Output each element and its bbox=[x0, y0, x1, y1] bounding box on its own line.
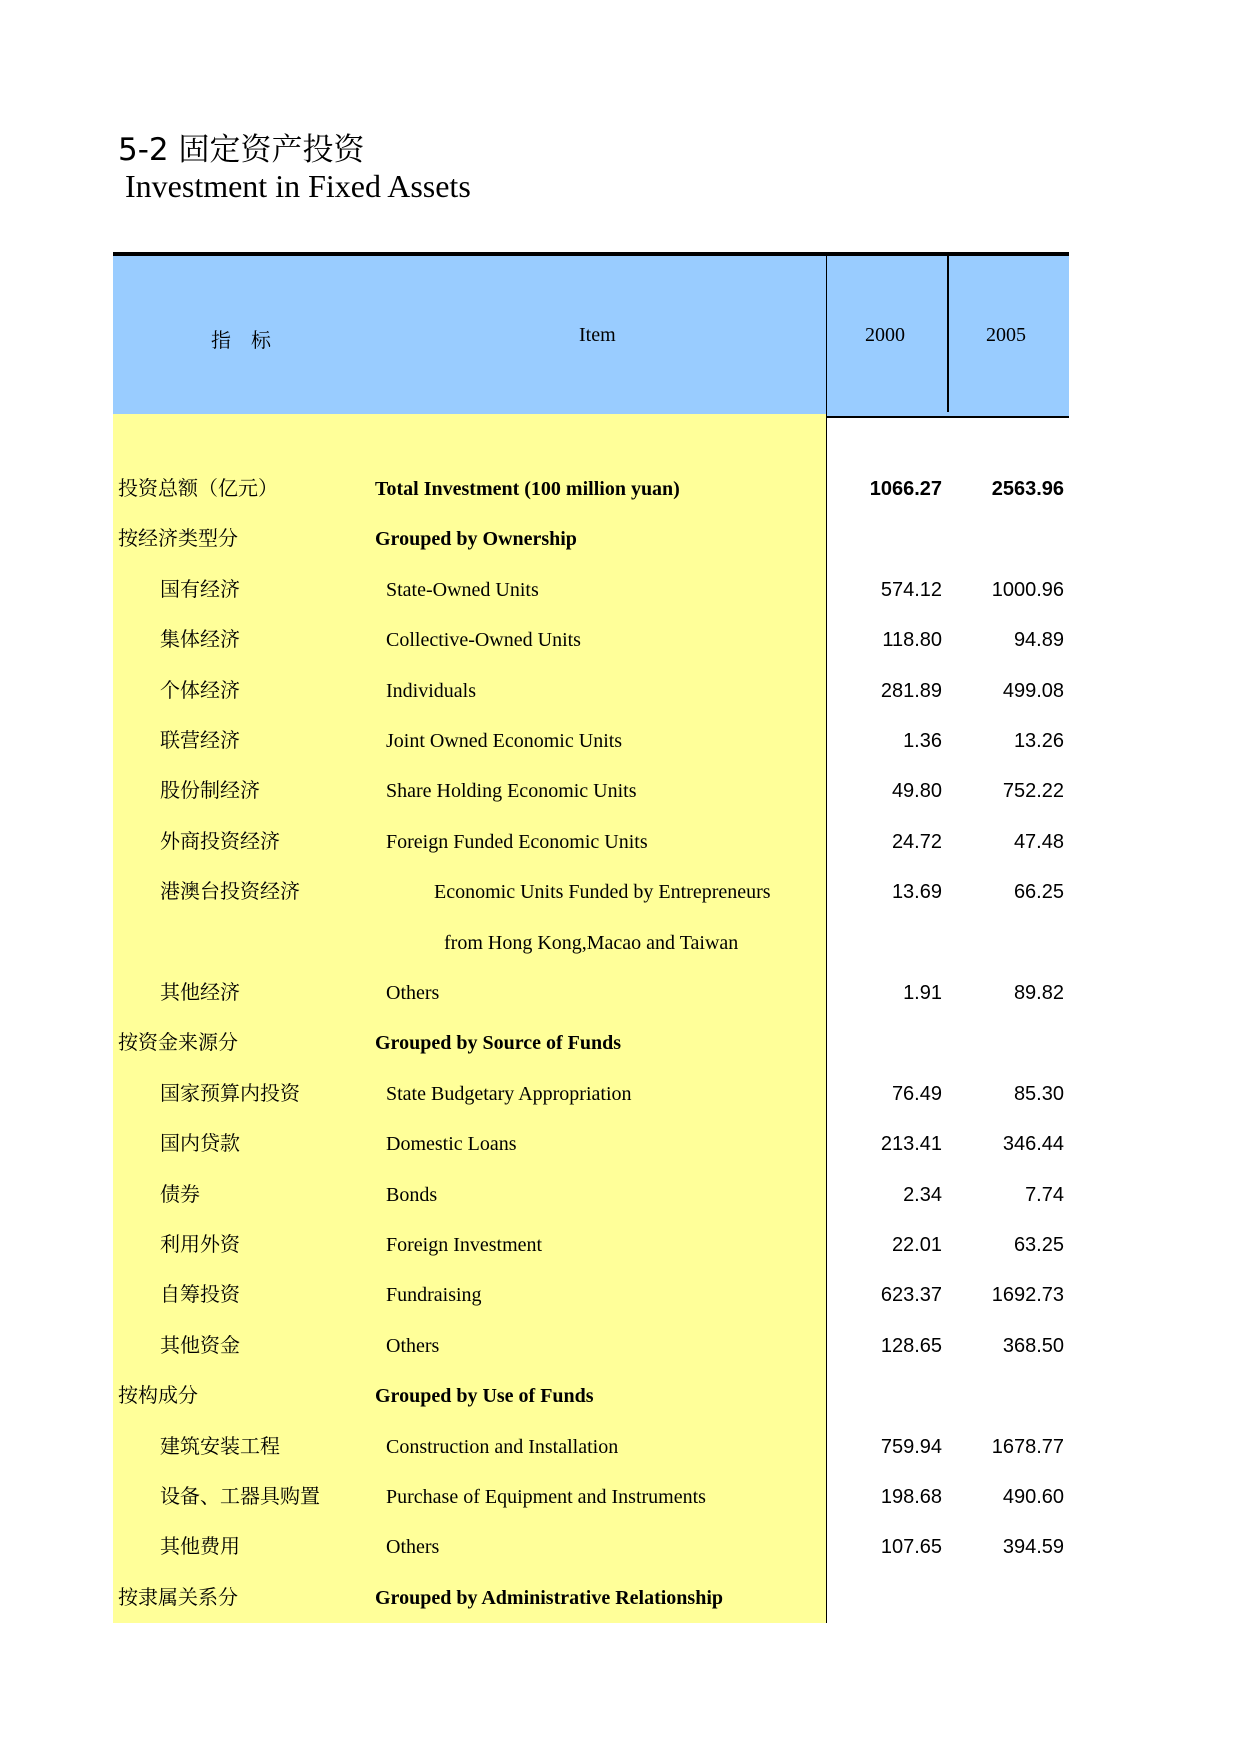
value-2000: 1.91 bbox=[903, 982, 942, 1004]
row-label-cn: 建筑安装工程 bbox=[160, 1435, 280, 1458]
value-2005: 85.30 bbox=[1013, 1082, 1064, 1105]
row-label-cn: 国有经济 bbox=[160, 578, 240, 601]
row-label-cn: 外商投资经济 bbox=[160, 830, 280, 853]
value-2005: 7.74 bbox=[1025, 1183, 1064, 1206]
table-row bbox=[0, 1573, 1240, 1623]
value-2000: 213.41 bbox=[880, 1133, 942, 1156]
table-row bbox=[0, 1371, 1240, 1421]
table-row bbox=[0, 565, 1240, 615]
value-2000: 118.80 bbox=[882, 629, 942, 652]
table-row bbox=[0, 1170, 1240, 1220]
row-label-en: Joint Owned Economic Units bbox=[386, 730, 623, 752]
value-2005: 346.44 bbox=[1002, 1133, 1064, 1156]
table-row bbox=[0, 766, 1240, 816]
table-row bbox=[0, 867, 1240, 917]
divider bbox=[947, 256, 949, 412]
row-label-en: Share Holding Economic Units bbox=[386, 780, 637, 803]
row-label-cn: 投资总额（亿元） bbox=[118, 478, 278, 500]
row-label-en: Individuals bbox=[386, 679, 476, 702]
title-cn: 5-2 固定资产投资 bbox=[118, 132, 365, 168]
value-2005: 1692.73 bbox=[991, 1284, 1064, 1307]
value-2000: 759.94 bbox=[880, 1435, 942, 1458]
row-label-cn: 港澳台投资经济 bbox=[160, 881, 300, 904]
table-row bbox=[0, 716, 1240, 766]
row-label-en: Foreign Investment bbox=[386, 1234, 543, 1256]
value-2000: 24.72 bbox=[891, 830, 942, 853]
table-row bbox=[0, 968, 1240, 1018]
row-label-cn: 按隶属关系分 bbox=[118, 1586, 238, 1609]
table-row bbox=[0, 1119, 1240, 1169]
table-header bbox=[113, 252, 1069, 418]
table-row bbox=[0, 1018, 1240, 1068]
table-row bbox=[0, 1220, 1240, 1270]
value-2005: 1678.77 bbox=[991, 1435, 1064, 1458]
table-row bbox=[0, 1522, 1240, 1572]
value-2005: 63.25 bbox=[1013, 1234, 1064, 1256]
value-2005: 2563.96 bbox=[991, 478, 1064, 500]
value-2000: 1.36 bbox=[903, 730, 942, 752]
row-label-en: Grouped by Use of Funds bbox=[375, 1385, 594, 1408]
row-label-en: from Hong Kong,Macao and Taiwan bbox=[444, 931, 739, 954]
row-label-cn: 其他费用 bbox=[160, 1536, 240, 1559]
value-2000: 76.49 bbox=[891, 1082, 942, 1105]
row-label-en: State-Owned Units bbox=[386, 578, 539, 601]
header-2000: 2000 bbox=[865, 324, 905, 346]
row-label-cn: 债券 bbox=[160, 1183, 200, 1206]
value-2005: 13.26 bbox=[1013, 730, 1064, 752]
row-label-cn: 其他经济 bbox=[160, 982, 240, 1004]
row-label-en: Construction and Installation bbox=[386, 1435, 619, 1458]
value-2005: 66.25 bbox=[1013, 881, 1064, 904]
row-label-cn: 股份制经济 bbox=[160, 780, 260, 803]
row-label-en: Collective-Owned Units bbox=[386, 629, 581, 652]
table-row bbox=[0, 918, 1240, 968]
value-2005: 89.82 bbox=[1013, 982, 1064, 1004]
value-2005: 94.89 bbox=[1013, 629, 1064, 652]
value-2005: 1000.96 bbox=[991, 578, 1064, 601]
row-label-en: Grouped by Ownership bbox=[375, 528, 577, 551]
value-2005: 47.48 bbox=[1013, 830, 1064, 853]
value-2000: 281.89 bbox=[880, 679, 942, 702]
table-row bbox=[0, 1422, 1240, 1472]
value-2000: 1066.27 bbox=[869, 478, 942, 500]
table-row bbox=[0, 1472, 1240, 1522]
table-row bbox=[0, 1321, 1240, 1371]
row-label-cn: 利用外资 bbox=[160, 1234, 240, 1256]
value-2005: 394.59 bbox=[1002, 1536, 1064, 1559]
row-label-cn: 按经济类型分 bbox=[118, 528, 238, 551]
row-label-cn: 其他资金 bbox=[160, 1334, 240, 1357]
value-2000: 574.12 bbox=[880, 578, 942, 601]
value-2000: 13.69 bbox=[891, 881, 942, 904]
row-label-cn: 按构成分 bbox=[118, 1385, 198, 1408]
row-label-en: Bonds bbox=[386, 1183, 438, 1206]
row-label-cn: 国内贷款 bbox=[160, 1133, 240, 1156]
row-label-en: Economic Units Funded by Entrepreneurs bbox=[434, 881, 771, 904]
row-label-en: Others bbox=[386, 982, 440, 1004]
row-label-cn: 设备、工器具购置 bbox=[160, 1486, 320, 1508]
value-2000: 49.80 bbox=[891, 780, 942, 803]
value-2000: 198.68 bbox=[880, 1486, 942, 1508]
row-label-en: Fundraising bbox=[386, 1284, 482, 1307]
row-label-en: State Budgetary Appropriation bbox=[386, 1082, 632, 1105]
row-label-en: Domestic Loans bbox=[386, 1133, 517, 1156]
value-2000: 2.34 bbox=[903, 1183, 942, 1206]
row-label-cn: 集体经济 bbox=[160, 629, 240, 652]
table-row bbox=[0, 1270, 1240, 1320]
value-2000: 128.65 bbox=[880, 1334, 942, 1357]
row-label-en: Others bbox=[386, 1334, 440, 1357]
row-label-en: Purchase of Equipment and Instruments bbox=[386, 1486, 706, 1508]
title-en: Investment in Fixed Assets bbox=[125, 168, 471, 204]
row-label-cn: 自筹投资 bbox=[160, 1284, 240, 1307]
header-2005: 2005 bbox=[986, 324, 1026, 346]
row-label-en: Total Investment (100 million yuan) bbox=[375, 478, 680, 500]
row-label-en: Grouped by Source of Funds bbox=[375, 1032, 621, 1055]
value-2000: 107.65 bbox=[880, 1536, 942, 1559]
value-2000: 22.01 bbox=[891, 1234, 942, 1256]
value-2000: 623.37 bbox=[880, 1284, 942, 1307]
value-2005: 368.50 bbox=[1002, 1334, 1064, 1357]
header-cn: 指 标 bbox=[211, 330, 271, 352]
table-row bbox=[0, 817, 1240, 867]
row-label-en: Others bbox=[386, 1536, 440, 1559]
row-label-en: Grouped by Administrative Relationship bbox=[375, 1586, 724, 1609]
table-row bbox=[0, 464, 1240, 514]
row-label-cn: 按资金来源分 bbox=[118, 1032, 238, 1055]
table-row bbox=[0, 1069, 1240, 1119]
table-row bbox=[0, 514, 1240, 564]
row-label-cn: 国家预算内投资 bbox=[160, 1082, 300, 1105]
value-2005: 490.60 bbox=[1002, 1486, 1064, 1508]
table-row bbox=[0, 615, 1240, 665]
row-label-cn: 个体经济 bbox=[160, 679, 240, 702]
row-label-cn: 联营经济 bbox=[160, 730, 240, 752]
header-item: Item bbox=[579, 324, 616, 346]
row-label-en: Foreign Funded Economic Units bbox=[386, 830, 648, 853]
value-2005: 499.08 bbox=[1002, 679, 1064, 702]
value-2005: 752.22 bbox=[1002, 780, 1064, 803]
table-row bbox=[0, 666, 1240, 716]
